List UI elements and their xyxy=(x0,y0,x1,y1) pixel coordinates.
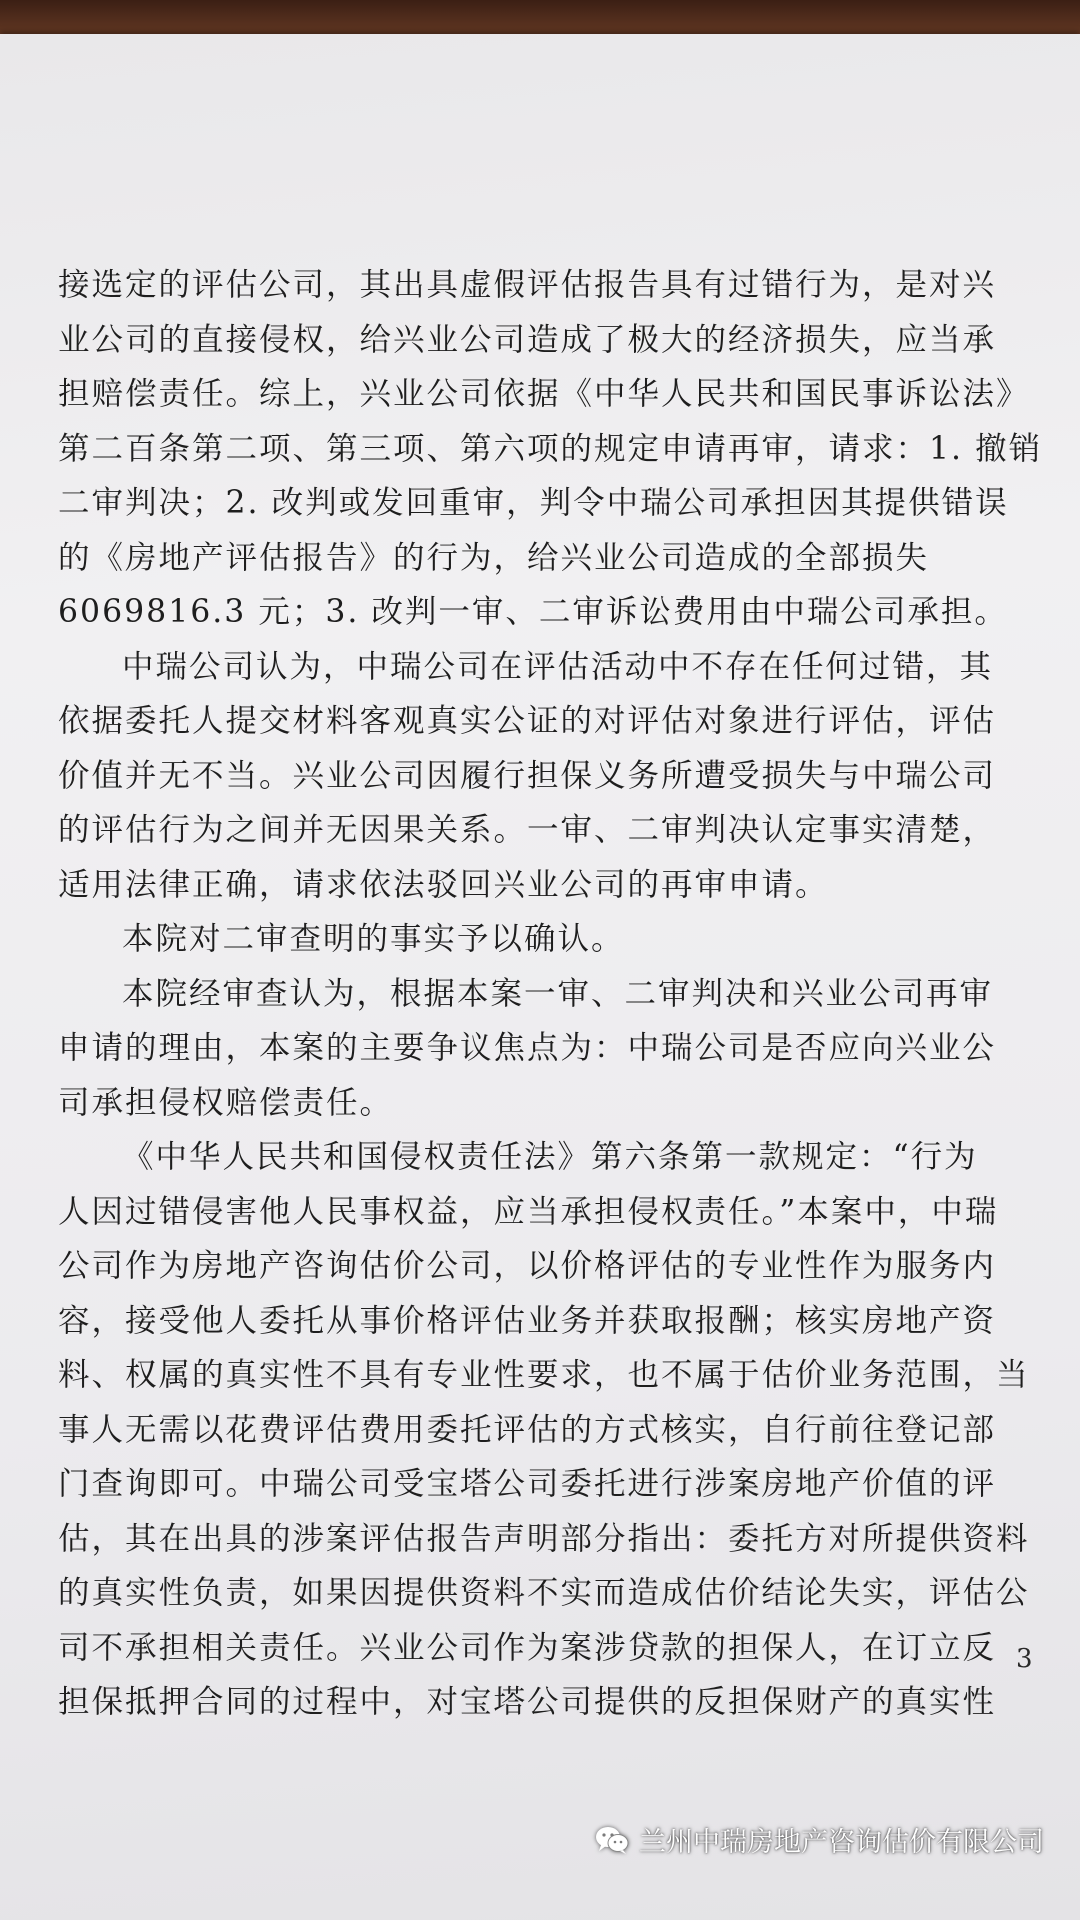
text-line: 司不承担相关责任。兴业公司作为案涉贷款的担保人，在订立反 xyxy=(58,1629,997,1666)
text-line: 门查询即可。中瑞公司受宝塔公司委托进行涉案房地产价值的评 xyxy=(58,1466,997,1502)
text-line: 业公司的直接侵权，给兴业公司造成了极大的经济损失，应当承 xyxy=(58,321,997,358)
text-line: 担保抵押合同的过程中，对宝塔公司提供的反担保财产的真实性 xyxy=(58,1684,997,1720)
document-body xyxy=(58,258,1058,1730)
text-line: 申请的理由，本案的主要争议焦点为：中瑞公司是否应向兴业公 xyxy=(58,1030,997,1066)
text-line: 本院经审查认为，根据本案一审、二审判决和兴业公司再审 xyxy=(122,975,994,1012)
text-line: 中瑞公司认为，中瑞公司在评估活动中不存在任何过错，其 xyxy=(122,648,994,685)
text-line: 的评估行为之间并无因果关系。一审、二审判决认定事实清楚， xyxy=(58,812,997,848)
text-line: 适用法律正确，请求依法驳回兴业公司的再审申请。 xyxy=(58,866,829,903)
page-number: 3 xyxy=(1016,1644,1033,1674)
text-line: 6069816.3 元；3. 改判一审、二审诉讼费用由中瑞公司承担。 xyxy=(58,594,1008,630)
text-line: 二审判决；2. 改判或发回重审，判令中瑞公司承担因其提供错误 xyxy=(58,485,1009,521)
text-line: 估，其在出具的涉案评估报告声明部分指出：委托方对所提供资料 xyxy=(58,1520,1030,1557)
text-line: 本院对二审查明的事实予以确认。 xyxy=(122,921,625,957)
text-line: 接选定的评估公司，其出具虚假评估报告具有过错行为，是对兴 xyxy=(58,267,997,303)
text-line: 《中华人民共和国侵权责任法》第六条第一款规定：“行为 xyxy=(122,1139,978,1175)
text-line: 第二百条第二项、第三项、第六项的规定申请再审，请求：1. 撤销 xyxy=(58,430,1043,467)
text-line: 事人无需以花费评估费用委托评估的方式核实，自行前往登记部 xyxy=(58,1411,997,1448)
text-line: 的《房地产评估报告》的行为，给兴业公司造成的全部损失 xyxy=(58,539,930,576)
text-line: 价值并无不当。兴业公司因履行担保义务所遭受损失与中瑞公司 xyxy=(58,757,997,794)
text-line: 料、权属的真实性不具有专业性要求，也不属于估价业务范围，当 xyxy=(58,1357,1030,1393)
text-line: 的真实性负责，如果因提供资料不实而造成估价结论失实，评估公 xyxy=(58,1575,1030,1611)
text-line: 依据委托人提交材料客观真实公证的对评估对象进行评估，评估 xyxy=(58,703,997,739)
watermark-label: 兰州中瑞房地产咨询估价有限公司 xyxy=(639,1827,1044,1858)
text-line: 人因过错侵害他人民事权益，应当承担侵权责任。”本案中，中瑞 xyxy=(58,1193,999,1230)
wechat-watermark xyxy=(595,1820,1044,1859)
text-line: 容，接受他人委托从事价格评估业务并获取报酬；核实房地产资 xyxy=(58,1302,997,1339)
text-line: 担赔偿责任。综上，兴业公司依据《中华人民共和国民事诉讼法》 xyxy=(58,376,1030,412)
text-line: 公司作为房地产咨询估价公司，以价格评估的专业性作为服务内 xyxy=(58,1248,997,1284)
wechat-icon xyxy=(595,1825,629,1855)
text-line: 司承担侵权赔偿责任。 xyxy=(58,1084,394,1121)
